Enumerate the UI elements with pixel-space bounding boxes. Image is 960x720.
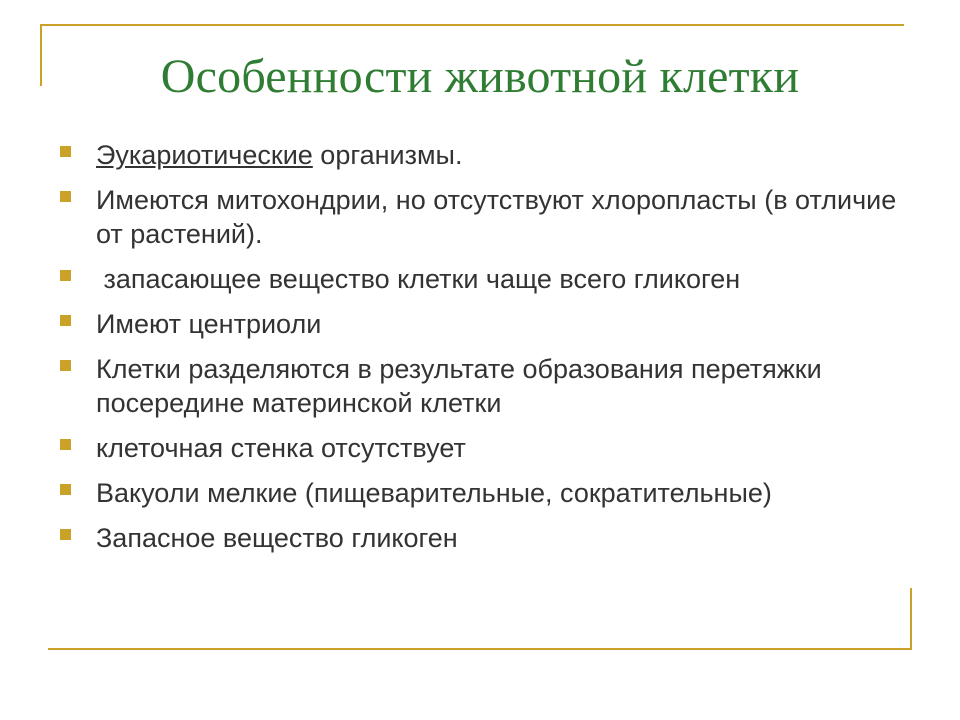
square-bullet-icon: [60, 439, 71, 450]
square-bullet-icon: [60, 146, 71, 157]
bullet-item: [58, 262, 918, 296]
bullet-list: [58, 138, 918, 566]
square-bullet-icon: [60, 315, 71, 326]
frame-line-bottom: [48, 648, 912, 650]
bullet-text: Имеют центриоли: [96, 309, 322, 339]
bullet-item: [58, 138, 918, 172]
bullet-text: Вакуоли мелкие (пищеварительные, сократительные): [96, 478, 772, 508]
square-bullet-icon: [60, 484, 71, 495]
bullet-text: Запасное вещество гликоген: [96, 523, 458, 553]
eukaryotic-link[interactable]: Эукариотические: [96, 140, 313, 170]
square-bullet-icon: [60, 360, 71, 371]
bullet-item: [58, 183, 918, 251]
bullet-text: организмы.: [312, 140, 463, 170]
square-bullet-icon: [60, 270, 71, 281]
bullet-text: Имеются митохондрии, но отсутствуют хлоропласты (в отличие от растений).: [96, 185, 897, 249]
bullet-item: [58, 352, 918, 420]
bullet-text: клеточная стенка отсутствует: [96, 433, 466, 463]
bullet-text: запасающее вещество клетки чаще всего гликоген: [96, 264, 741, 294]
bullet-item: [58, 521, 918, 555]
square-bullet-icon: [60, 191, 71, 202]
bullet-item: [58, 307, 918, 341]
bullet-item: [58, 476, 918, 510]
bullet-text: Клетки разделяются в результате образования перетяжки посередине материнской клетки: [96, 354, 822, 418]
square-bullet-icon: [60, 529, 71, 540]
frame-line-right: [910, 588, 912, 650]
bullet-item: [58, 431, 918, 465]
frame-line-top: [40, 24, 904, 26]
slide-title: Особенности животной клетки: [160, 50, 800, 103]
